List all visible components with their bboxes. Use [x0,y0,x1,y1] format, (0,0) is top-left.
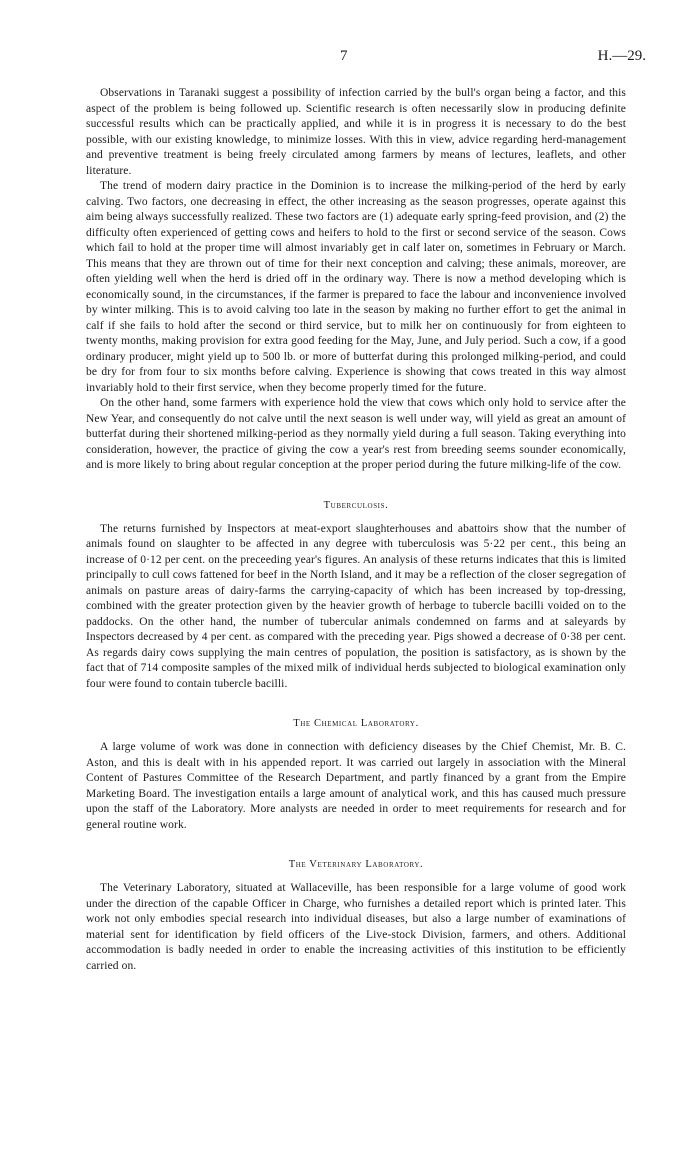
section-heading-tuberculosis: Tuberculosis. [323,499,389,511]
section-heading-veterinary-laboratory: The Veterinary Laboratory. [288,859,424,870]
paragraph-chemical-laboratory: A large volume of work was done in connection with deficiency diseases by the Chief Chemist, Mr. B. C. Aston, and this is dealt with in his appended report. It was carried out largely in association with the Mineral Content of Pastures Committee of the Research Department, and partly financed by a grant from the Empire Marketing Board. The investigation entails a large amount of analytical work, and this has caused much pressure upon the staff of the Laboratory. More analysts are needed in order to meet requirements for research and for general routine work. [86,741,626,831]
paragraph-veterinary-laboratory: The Veterinary Laboratory, situated at Wallaceville, has been responsible for a large volume of good work under the direction of the capable Officer in Charge, who furnishes a detailed report which is printed later. This work not only embodies special research into individual diseases, but also a large number of examinations of material sent for identification by field officers of the Live-stock Division, farmers, and others. Additional accommodation is badly needed in order to enable the increasing activities of this institution to be efficiently carried on. [86,882,626,972]
paragraph-breeding-rest: On the other hand, some farmers with experience hold the view that cows which only hold to service after the New Year, and consequently do not calve until the next season is well under way, will yield as great an amount of butterfat during their shortened milking-period as they normally yield during a full season. Taking everything into consideration, however, the practice of giving the cow a year's rest from breeding seems sounder economically, and is more likely to bring about regular conception at the proper period during the future milking-life of the cow. [86,397,626,471]
section-heading-chemical-laboratory: The Chemical Laboratory. [293,718,419,729]
document-reference: H.—29. [597,48,646,64]
paragraph-tuberculosis: The returns furnished by Inspectors at meat-export slaughterhouses and abattoirs show that the number of animals found on slaughter to be affected in any degree with tuberculosis was 5·22 per cent., this being an increase of 0·12 per cent. on the preceeding year's figures. An analysis of these returns indicates that this is limited principally to cull cows fattened for beef in the North Island, and it may be a reflection of the closer segregation of animals on pasture areas of dairy-farms the carrying-capacity of which has been increased by top-dressing, combined with the greater protection given by the heavier growth of herbage to tubercle bacilli voided on to the paddocks. On the other hand, the number of tubercular animals condemned on farms and at saleyards by Inspectors decreased by 4 per cent. as compared with the preceding year. Pigs showed a decrease of 0·38 per cent. As regards dairy cows supplying the main centres of population, the position is satisfactory, as is shown by the fact that of 714 composite samples of the mixed milk of individual herds subjected to biological examination only four were found to contain tubercle bacilli. [86,522,626,690]
paragraph-infection-research: Observations in Taranaki suggest a possibility of infection carried by the bull's organ being a factor, and this aspect of the problem is being followed up. Scientific research is often necessarily slow in producing definite successful results which can be practically applied, and while it is in progress it is necessary to do the best possible, with our existing knowledge, to minimize losses. With this in view, advice regarding herd-management and preventive treatment is being freely circulated among farmers by means of lectures, leaflets, and other literature. [86,87,626,177]
paragraph-early-calving: The trend of modern dairy practice in the Dominion is to increase the milking-period of the herd by early calving. Two factors, one decreasing in effect, the other increasing as the season progresses, operate against this aim being always successfully realized. These two factors are (1) adequate early spring-feed provision, and (2) the difficulty often experienced of getting cows and heifers to hold to the first or second service of the season. Cows which fail to hold at the proper time will almost invariably get in calf later on, sometimes in February or March. This means that they are thrown out of time for their next conception and calving; these animals, moreover, are often yielding well when the herd is dried off in the ordinary way. There is now a method developing which is economically sound, in the circumstances, if the farmer is prepared to face the labour and inconvenience involved by winter milking. This is to avoid calving too late in the season by making no further effort to get the animal in calf if she fails to hold after the second or third service, but to milk her on continuously for from eighteen to twenty months, making provision for extra good feeding for the May, June, and July period. Such a cow, if a good ordinary producer, might yield up to 500 lb. or more of butterfat during this prolonged milking-period, and could be dry for from four to six months before calving. Experience is showing that cows treated in this way almost invariably hold to their first service, when they become properly timed for the future. [86,180,626,394]
page-header [0,48,700,68]
page-number: 7 [340,48,348,64]
body-text [86,86,626,974]
